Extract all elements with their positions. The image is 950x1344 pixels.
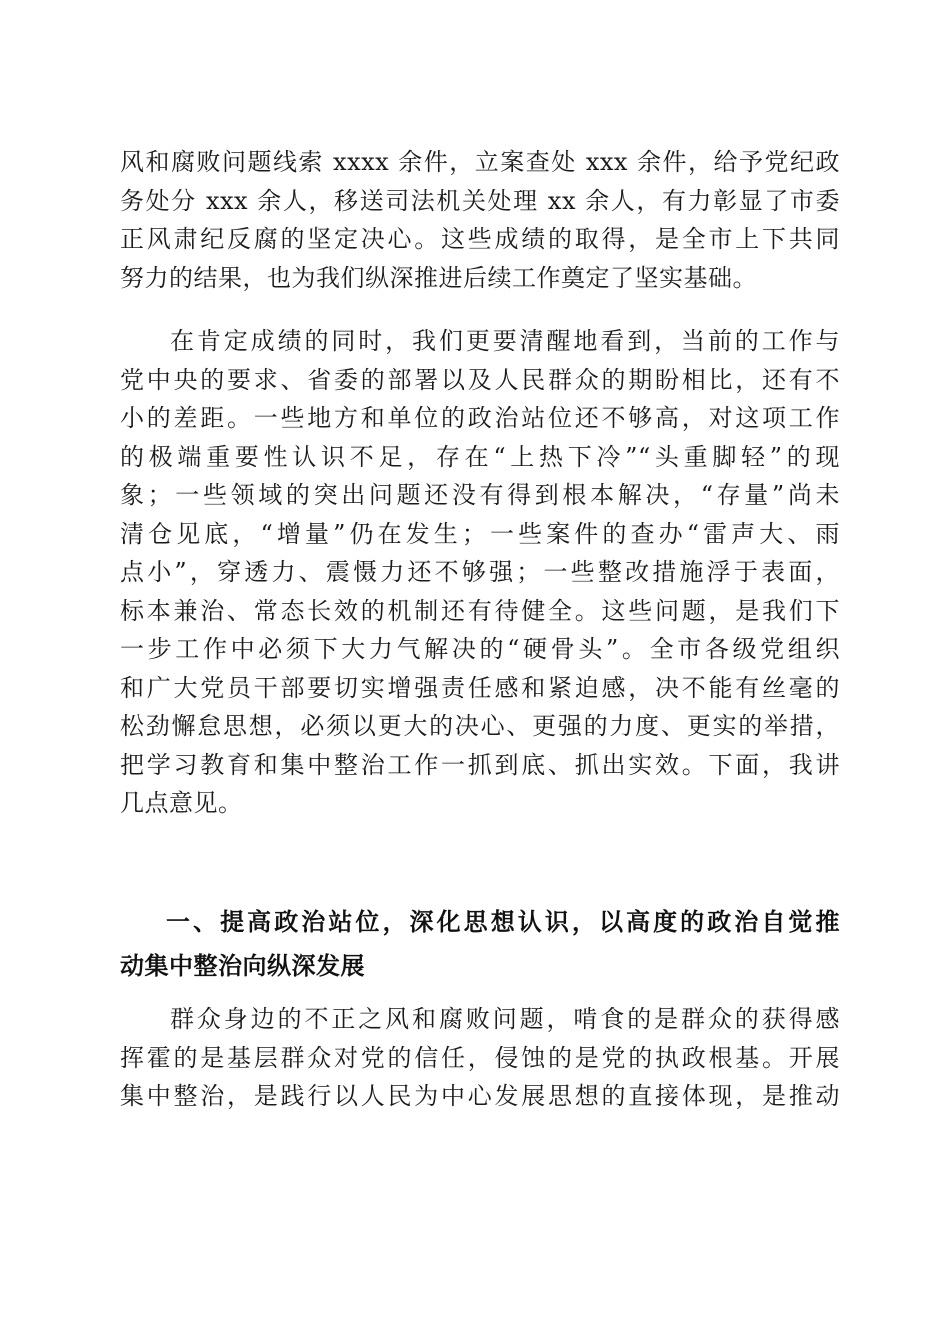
- paragraph-results-summary: [120, 143, 840, 297]
- paragraph-problems: [120, 322, 840, 823]
- heading-line: 动集中整治向纵深发展: [120, 952, 365, 980]
- text-line: 点小”，穿透力、震慑力还不够强；一些整改措施浮于表面，: [120, 558, 840, 586]
- text-line: 几点意见。: [120, 789, 243, 817]
- text-line: 和广大党员干部要切实增强责任感和紧迫感，决不能有丝毫的: [120, 673, 840, 702]
- text-line: 挥霍的是基层群众对党的信任，侵蚀的是党的执政根基。开展: [120, 1043, 840, 1072]
- text-line: 努力的结果，也为我们纵深推进后续工作奠定了坚实基础。: [120, 263, 757, 292]
- text-line: 松劲懈怠思想，必须以更大的决心、更强的力度、更实的举措，: [120, 712, 840, 740]
- section-heading: [120, 900, 840, 988]
- text-line: 把学习教育和集中整治工作一抓到底、抓出实效。下面，我讲: [120, 750, 840, 779]
- text-line: 群众身边的不正之风和腐败问题，啃食的是群众的获得感: [170, 1005, 840, 1033]
- text-line: 标本兼治、常态长效的机制还有待健全。这些问题，是我们下: [120, 596, 840, 625]
- heading-line: 一、提高政治站位，深化思想认识，以高度的政治自觉推: [166, 908, 840, 936]
- text-line: 象；一些领域的突出问题还没有得到根本解决，“存量”尚未: [120, 481, 840, 509]
- text-line: 一步工作中必须下大力气解决的“硬骨头”。全市各级党组织: [120, 635, 840, 663]
- text-line: 清仓见底，“增量”仍在发生；一些案件的查办“雷声大、雨: [120, 519, 840, 548]
- text-line: 在肯定成绩的同时，我们更要清醒地看到，当前的工作与: [170, 327, 840, 355]
- text-line: 风和腐败问题线索 xxxx 余件，立案查处 xxx 余件，给予党纪政: [120, 148, 840, 176]
- text-line: 的极端重要性认识不足，存在“上热下冷”“头重脚轻”的现: [120, 442, 840, 471]
- text-line: 党中央的要求、省委的部署以及人民群众的期盼相比，还有不: [120, 365, 840, 394]
- text-line: 小的差距。一些地方和单位的政治站位还不够高，对这项工作: [120, 404, 840, 432]
- text-line: 务处分 xxx 余人，移送司法机关处理 xx 余人，有力彰显了市委: [120, 186, 840, 215]
- text-line: 集中整治，是践行以人民为中心发展思想的直接体现，是推动: [120, 1082, 840, 1110]
- paragraph-section-one-body: [120, 1000, 840, 1116]
- text-line: 正风肃纪反腐的坚定决心。这些成绩的取得，是全市上下共同: [120, 225, 840, 253]
